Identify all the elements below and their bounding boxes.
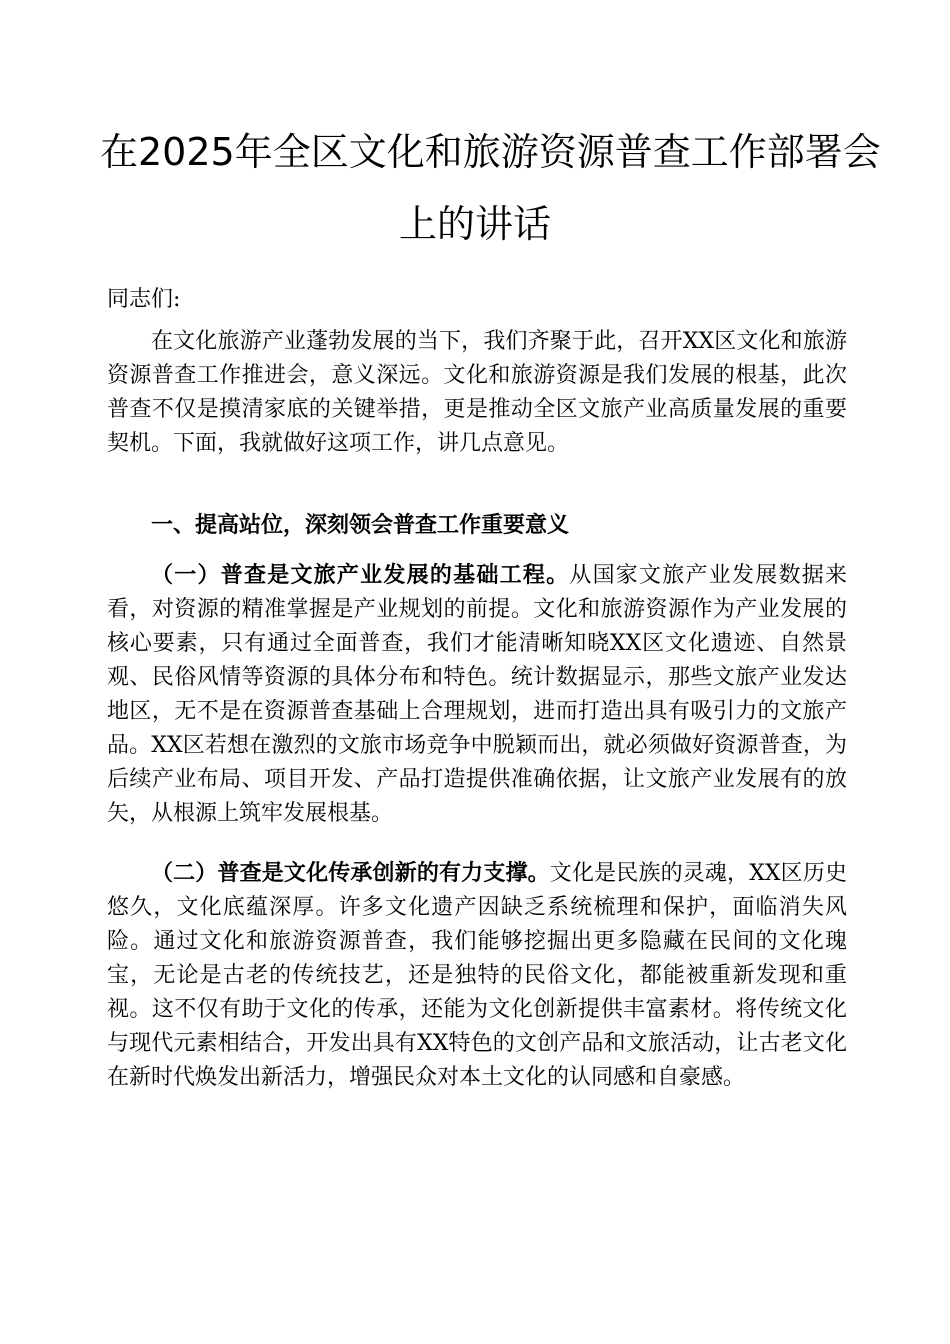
point-lead-2: （二）普查是文化传承创新的有力支撑。 bbox=[151, 860, 550, 886]
intro-paragraph: 在文化旅游产业蓬勃发展的当下，我们齐聚于此，召开XX区文化和旅游资源普查工作推进会，意义深远。文化和旅游资源是我们发展的根基，此次普查不仅是摸清家底的关键举措，更是推动全区文旅产业高质量发展的重要契机。下面，我就做好这项工作，讲几点意见。 bbox=[107, 329, 847, 456]
point-paragraph-1 bbox=[107, 558, 847, 831]
point-body-2: 文化是民族的灵魂，XX区历史悠久，文化底蕴深厚。许多文化遗产因缺乏系统梳理和保护，面临消失风险。通过文化和旅游资源普查，我们能够挖掘出更多隐藏在民间的文化瑰宝，无论是古老的传统技艺，还是独特的民俗文化，都能被重新发现和重视。这不仅有助于文化的传承，还能为文化创新提供丰富素材。将传统文化与现代元素相结合，开发出具有XX特色的文创产品和文旅活动，让古老文化在新时代焕发出新活力，增强民众对本土文化的认同感和自豪感。 bbox=[107, 861, 847, 1090]
point-body-1: 从国家文旅产业发展数据来看，对资源的精准掌握是产业规划的前提。文化和旅游资源作为产业发展的核心要素，只有通过全面普查，我们才能清晰知晓XX区文化遗迹、自然景观、民俗风情等资源的具体分布和特色。统计数据显示，那些文旅产业发达地区，无不是在资源普查基础上合理规划，进而打造出具有吸引力的文旅产品。XX区若想在激烈的文旅市场竞争中脱颖而出，就必须做好资源普查，为后续产业布局、项目开发、产品打造提供准确依据，让文旅产业发展有的放矢，从根源上筑牢发展根基。 bbox=[107, 563, 847, 826]
document-title-line-2: 上的讲话 bbox=[398, 202, 551, 246]
salutation: 同志们: bbox=[107, 287, 181, 312]
document-title-line-1: 在2025年全区文化和旅游资源普查工作部署会 bbox=[100, 130, 881, 174]
point-paragraph-2 bbox=[107, 856, 847, 1095]
point-lead-1: （一）普查是文旅产业发展的基础工程。 bbox=[151, 562, 570, 588]
section-heading-1: 一、提高站位，深刻领会普查工作重要意义 bbox=[151, 512, 570, 538]
